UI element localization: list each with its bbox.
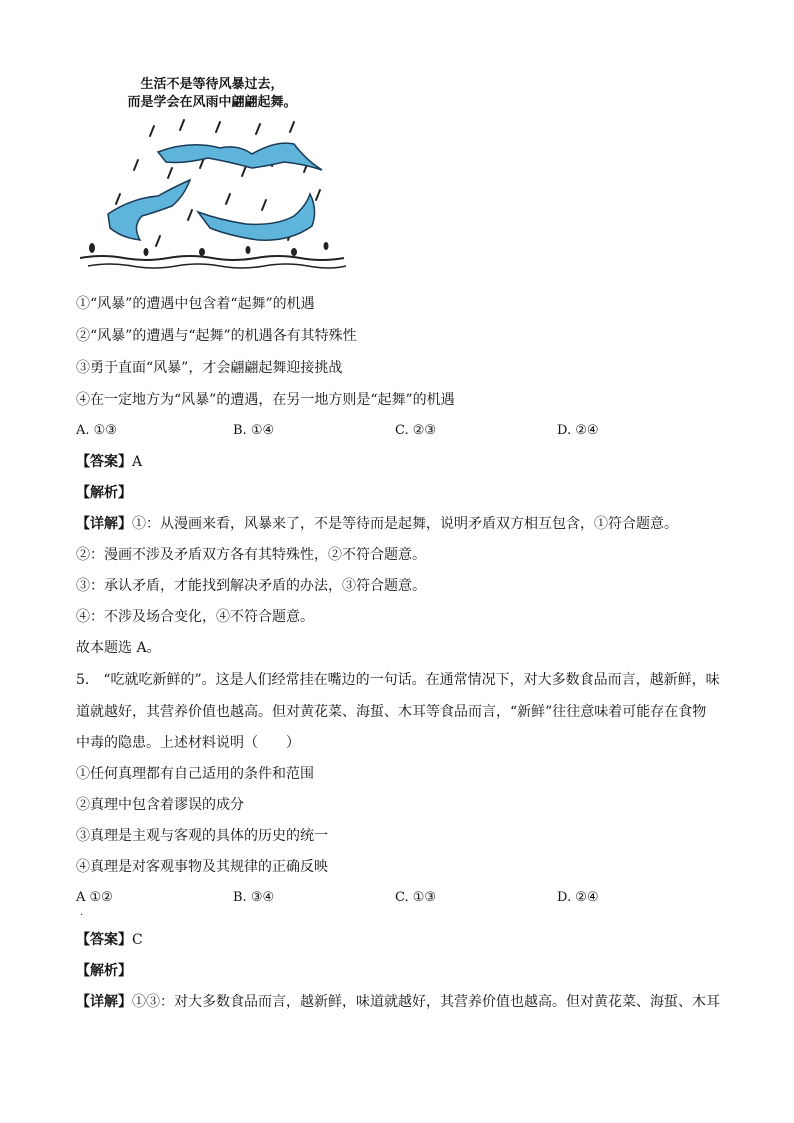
q4-statement-3: ③勇于直面“风暴”，才会翩翩起舞迎接挑战	[76, 360, 343, 376]
q5-detail-line-1	[76, 992, 720, 1012]
q5-option-d: D. ②④	[557, 890, 599, 905]
q5-option-b: B. ③④	[233, 890, 275, 905]
q5-statement-2: ②真理中包含着谬误的成分	[76, 797, 244, 813]
q4-statement-4: ④在一定地方为“风暴”的遭遇，在另一地方则是“起舞”的机遇	[76, 392, 455, 408]
cartoon-caption-line2: 而是学会在风雨中翩翩起舞。	[127, 95, 297, 110]
q4-option-d: D. ②④	[557, 423, 599, 438]
q4-option-a: A. ①③	[76, 423, 117, 438]
q4-statement-2: ②“风暴”的遭遇与“起舞”的机遇各有其特殊性	[76, 328, 357, 344]
wave-line-2	[88, 264, 346, 268]
q5-analysis-tag: 【解析】	[76, 963, 132, 979]
stray-mark: ·	[80, 910, 84, 921]
q4-detail-1: ①：从漫画来看，风暴来了，不是等待而是起舞，说明矛盾双方相互包含，①符合题意。	[132, 516, 678, 532]
q5-option-a: A ①②	[76, 890, 113, 905]
upper-cloth	[158, 143, 322, 170]
q4-detail-2: ②：漫画不涉及矛盾双方各有其特殊性，②不符合题意。	[76, 547, 426, 563]
q4-option-b: B. ①④	[233, 423, 275, 438]
q4-detail-tag: 【详解】	[76, 516, 132, 532]
q5-detail-1: ①③：对大多数食品而言，越新鲜，味道就越好，其营养价值也越高。但对黄花菜、海蜇、木耳	[132, 994, 720, 1010]
lower-right-cloth	[198, 194, 315, 240]
cartoon-caption-line1: 生活不是等待风暴过去，	[140, 77, 284, 92]
q5-statement-4: ④真理是对客观事物及其规律的正确反映	[76, 859, 328, 875]
q4-answer-value: A	[132, 454, 143, 470]
splash-drops	[89, 242, 329, 256]
q5-stem-line-3: 中毒的隐患。上述材料说明（ ）	[76, 735, 300, 751]
q5-stem-line-2: 道就越好，其营养价值也越高。但对黄花菜、海蜇、木耳等食品而言，“新鲜”往往意味着可能存在食物	[76, 704, 707, 720]
q5-answer-line	[76, 930, 143, 950]
wave-line-1	[80, 256, 344, 260]
q4-analysis-tag: 【解析】	[76, 485, 132, 501]
q4-conclusion: 故本题选 A。	[76, 640, 161, 656]
q4-option-c: C. ②③	[395, 423, 437, 438]
q5-option-c: C. ①③	[395, 890, 437, 905]
q4-detail-line-1	[76, 514, 678, 534]
storm-dance-cartoon	[80, 70, 350, 270]
q5-stem-line-1: 5. “吃就吃新鲜的”。这是人们经常挂在嘴边的一句话。在通常情况下，对大多数食品而言，越新鲜，味	[76, 672, 720, 688]
q4-statement-1: ①“风暴”的遭遇中包含着“起舞”的机遇	[76, 296, 315, 312]
lower-left-cloth	[108, 180, 190, 240]
q4-detail-4: ④：不涉及场合变化，④不符合题意。	[76, 609, 314, 625]
q5-answer-tag: 【答案】	[76, 932, 132, 948]
q4-answer-tag: 【答案】	[76, 454, 132, 470]
q5-answer-value: C	[132, 932, 143, 948]
q5-detail-tag: 【详解】	[76, 994, 132, 1010]
q4-detail-3: ③：承认矛盾，才能找到解决矛盾的办法，③符合题意。	[76, 578, 426, 594]
q5-statement-1: ①任何真理都有自己适用的条件和范围	[76, 766, 314, 782]
q4-answer-line	[76, 452, 142, 472]
q5-statement-3: ③真理是主观与客观的具体的历史的统一	[76, 828, 328, 844]
